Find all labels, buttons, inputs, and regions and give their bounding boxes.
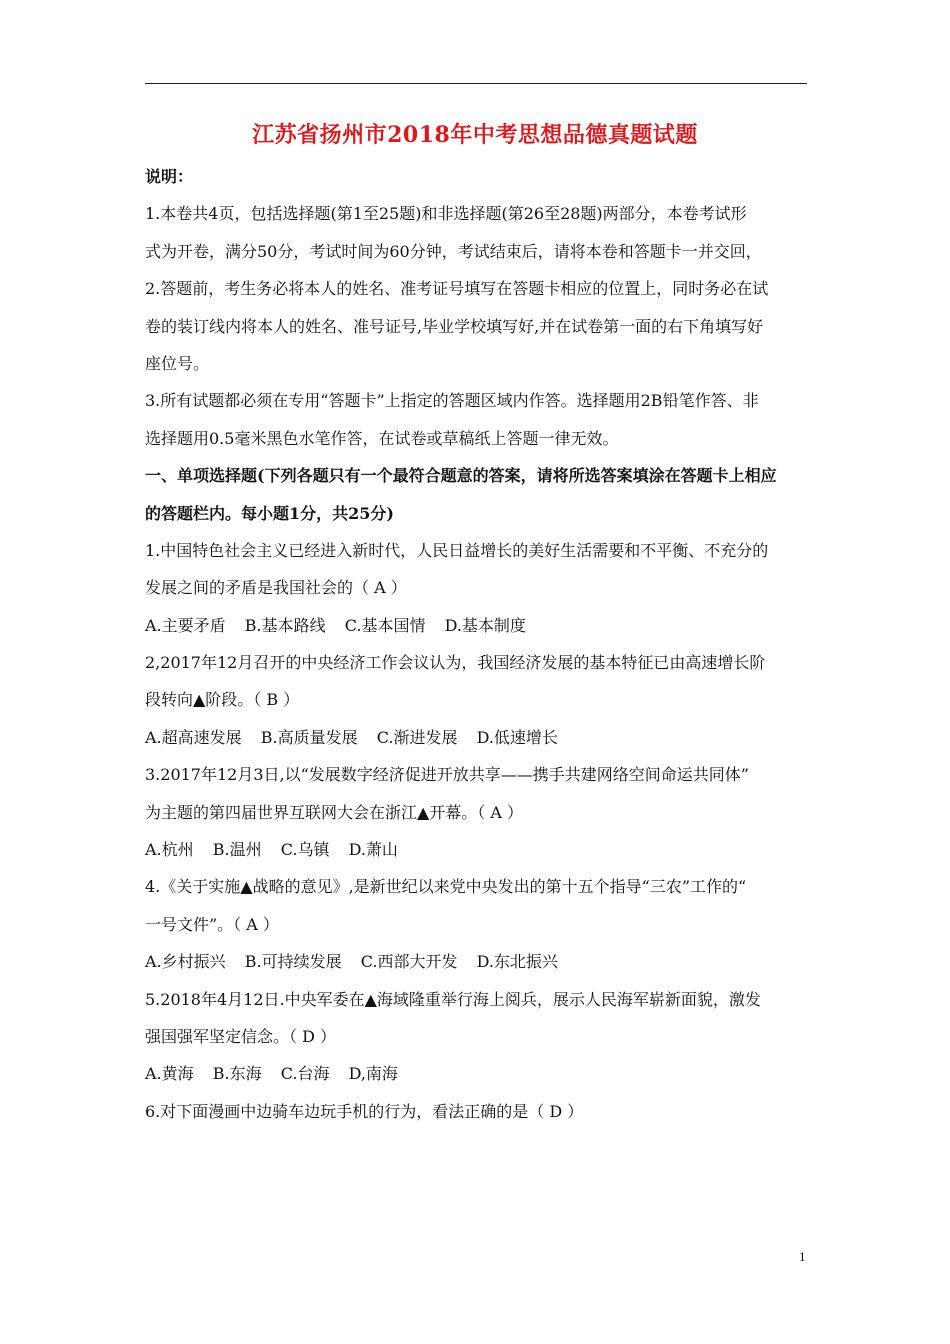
option-a: A.主要矛盾 bbox=[145, 615, 226, 635]
question-2-text: 2,2017年12月召开的中央经济工作会议认为，我国经济发展的基本特征已由高速增长阶 bbox=[145, 653, 766, 673]
question-3-text: 为主题的第四届世界互联网大会在浙江▲开幕。（ A ） bbox=[145, 802, 524, 822]
instruction-line: 卷的装订线内将本人的姓名、准号证号,毕业学校填写好,并在试卷第一面的右下角填写好 bbox=[145, 316, 764, 336]
option-b: B.基本路线 bbox=[244, 615, 326, 635]
option-c: C.乌镇 bbox=[280, 840, 330, 860]
page-number: 1 bbox=[799, 1249, 806, 1264]
instructions-heading: 说明： bbox=[145, 167, 194, 186]
option-b: B.东海 bbox=[212, 1064, 262, 1084]
option-a: A.杭州 bbox=[145, 840, 194, 860]
option-d: D.基本制度 bbox=[444, 615, 526, 635]
instruction-line: 式为开卷，满分50分，考试时间为60分钟，考试结束后，请将本卷和答题卡一并交回， bbox=[145, 241, 762, 261]
header-rule bbox=[145, 83, 807, 84]
section-heading: 的答题栏内。每小题1分，共25分) bbox=[145, 503, 394, 523]
option-c: C.西部大开发 bbox=[360, 952, 458, 972]
option-c: C.渐进发展 bbox=[376, 727, 458, 747]
question-4-options bbox=[145, 943, 807, 980]
question-1-text: 发展之间的矛盾是我国社会的（ A ） bbox=[145, 578, 407, 598]
option-a: A.乡村振兴 bbox=[145, 952, 226, 972]
instruction-line: 选择题用0.5毫米黑色水笔作答，在试卷或草稿纸上答题一律无效。 bbox=[145, 428, 619, 448]
page-title: 江苏省扬州市2018年中考思想品德真题试题 bbox=[252, 122, 698, 148]
question-5-options bbox=[145, 1055, 807, 1092]
section-heading: 一、单项选择题(下列各题只有一个最符合题意的答案，请将所选答案填涂在答题卡上相应 bbox=[145, 466, 777, 486]
option-b: B.可持续发展 bbox=[244, 952, 342, 972]
option-a: A.黄海 bbox=[145, 1064, 194, 1084]
question-4-text: 一号文件”。（ A ） bbox=[145, 914, 279, 934]
question-5-text: 强国强军坚定信念。（ D ） bbox=[145, 1026, 337, 1046]
option-c: C.台海 bbox=[280, 1064, 330, 1084]
question-2-options bbox=[145, 719, 807, 756]
option-d: D.萧山 bbox=[348, 840, 398, 860]
instruction-line: 2.答题前，考生务必将本人的姓名、准考证号填写在答题卡相应的位置上，同时务必在试 bbox=[145, 279, 769, 299]
option-d: D,南海 bbox=[348, 1064, 398, 1084]
document-body bbox=[145, 158, 807, 1130]
option-c: C.基本国情 bbox=[344, 615, 426, 635]
question-2-text: 段转向▲阶段。（ B ） bbox=[145, 690, 300, 710]
instruction-line: 3.所有试题都必须在专用“答题卡”上指定的答题区域内作答。选择题用2B铅笔作答、非 bbox=[145, 391, 759, 411]
question-3-text: 3.2017年12月3日,以“发展数字经济促进开放共享——携手共建网络空间命运共同体” bbox=[145, 765, 749, 785]
option-d: D.低速增长 bbox=[476, 727, 558, 747]
question-1-text: 1.中国特色社会主义已经进入新时代，人民日益增长的美好生活需要和不平衡、不充分的 bbox=[145, 540, 769, 560]
option-b: B.温州 bbox=[212, 840, 262, 860]
question-3-options bbox=[145, 831, 807, 868]
option-b: B.高质量发展 bbox=[260, 727, 358, 747]
question-4-text: 4.《关于实施▲战略的意见》,是新世纪以来党中央发出的第十五个指导“三农”工作的“ bbox=[145, 877, 747, 897]
question-1-options bbox=[145, 607, 807, 644]
option-d: D.东北振兴 bbox=[476, 952, 558, 972]
option-a: A.超高速发展 bbox=[145, 727, 242, 747]
question-6-text: 6.对下面漫画中边骑车边玩手机的行为，看法正确的是（ D ） bbox=[145, 1101, 584, 1121]
instruction-line: 1.本卷共4页，包括选择题(第1至25题)和非选择题(第26至28题)两部分，本卷考试形 bbox=[145, 204, 747, 224]
instruction-line: 座位号。 bbox=[145, 353, 210, 373]
question-5-text: 5.2018年4月12日.中央军委在▲海域隆重举行海上阅兵，展示人民海军崭新面貌，激发 bbox=[145, 989, 761, 1009]
